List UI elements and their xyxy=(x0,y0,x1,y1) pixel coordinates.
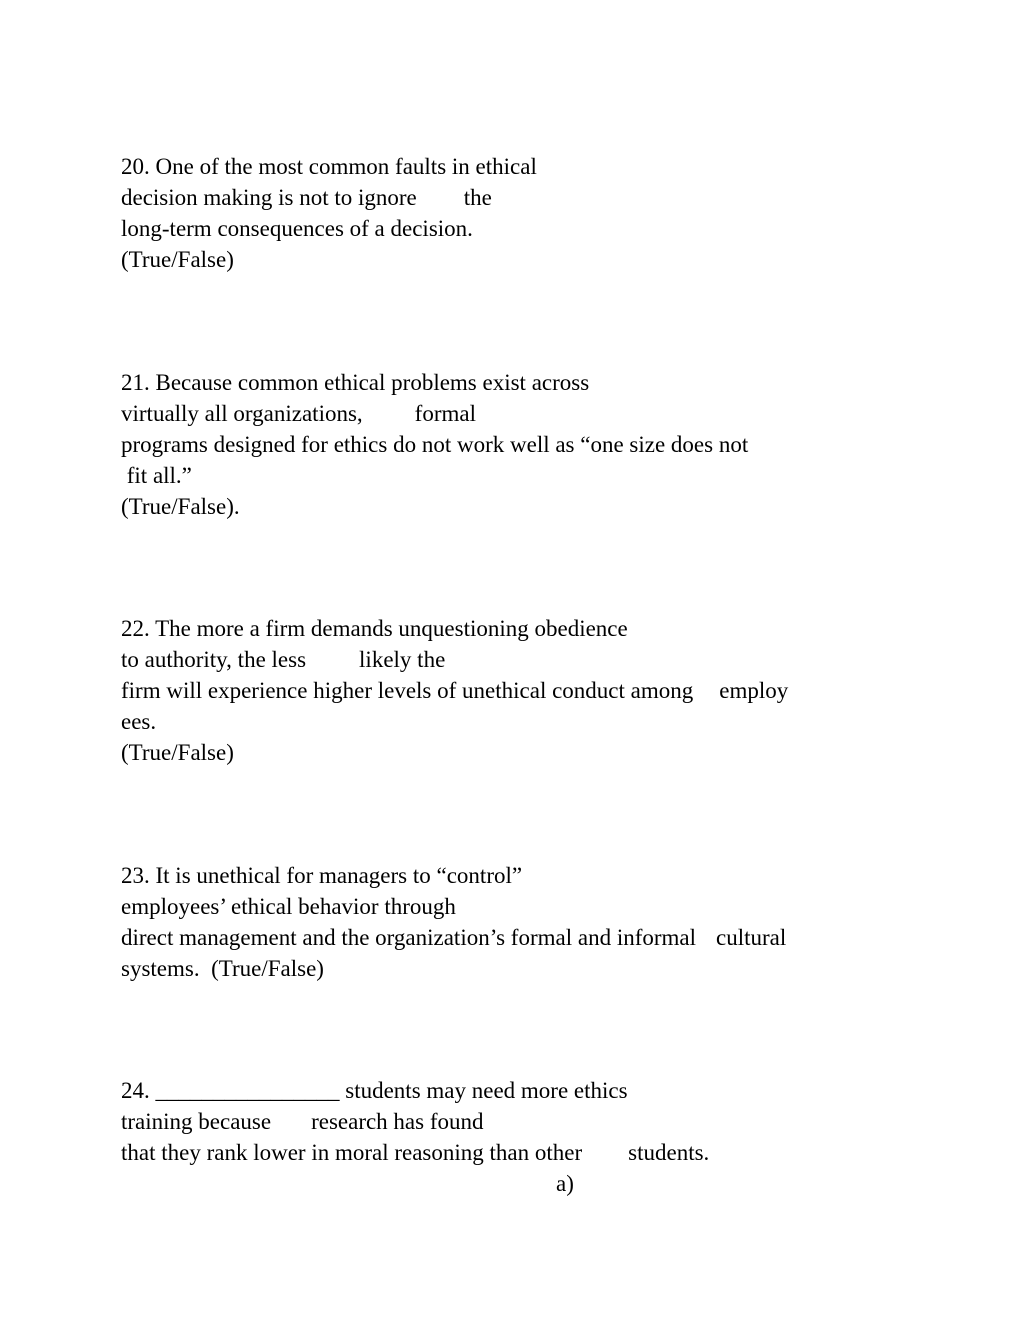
question-23-line-4: systems. (True/False) xyxy=(121,956,324,981)
question-23-line-1: 23. It is unethical for managers to “control” xyxy=(121,863,523,888)
question-20-line-4: (True/False) xyxy=(121,247,234,272)
question-24-line-2: training because research has found xyxy=(121,1109,484,1134)
question-24-option-a-label: a) xyxy=(556,1171,574,1196)
question-21-line-3: programs designed for ethics do not work well as “one size does not xyxy=(121,432,749,457)
question-20-line-2: decision making is not to ignore the xyxy=(121,185,492,210)
question-21-line-1: 21. Because common ethical problems exist across xyxy=(121,370,590,395)
question-20-line-3: long-term consequences of a decision. xyxy=(121,216,473,241)
question-22-line-4: ees. xyxy=(121,709,157,734)
question-22-line-2: to authority, the less likely the xyxy=(121,647,446,672)
question-22-line-1: 22. The more a firm demands unquestioning obedience xyxy=(121,616,628,641)
question-23-line-2: employees’ ethical behavior through xyxy=(121,894,456,919)
question-21-line-5: (True/False). xyxy=(121,494,240,519)
question-23-line-3: direct management and the organization’s formal and informal cultural xyxy=(121,925,787,950)
question-20-line-1: 20. One of the most common faults in ethical xyxy=(121,154,537,179)
question-22-line-5: (True/False) xyxy=(121,740,234,765)
question-21-line-4: fit all.” xyxy=(121,463,192,488)
question-24-line-3: that they rank lower in moral reasoning than other students. xyxy=(121,1140,710,1165)
question-22-line-3: firm will experience higher levels of unethical conduct among employ xyxy=(121,678,789,703)
question-24-line-1: 24. ________________ students may need more ethics xyxy=(121,1078,628,1103)
question-21-line-2: virtually all organizations, formal xyxy=(121,401,476,426)
